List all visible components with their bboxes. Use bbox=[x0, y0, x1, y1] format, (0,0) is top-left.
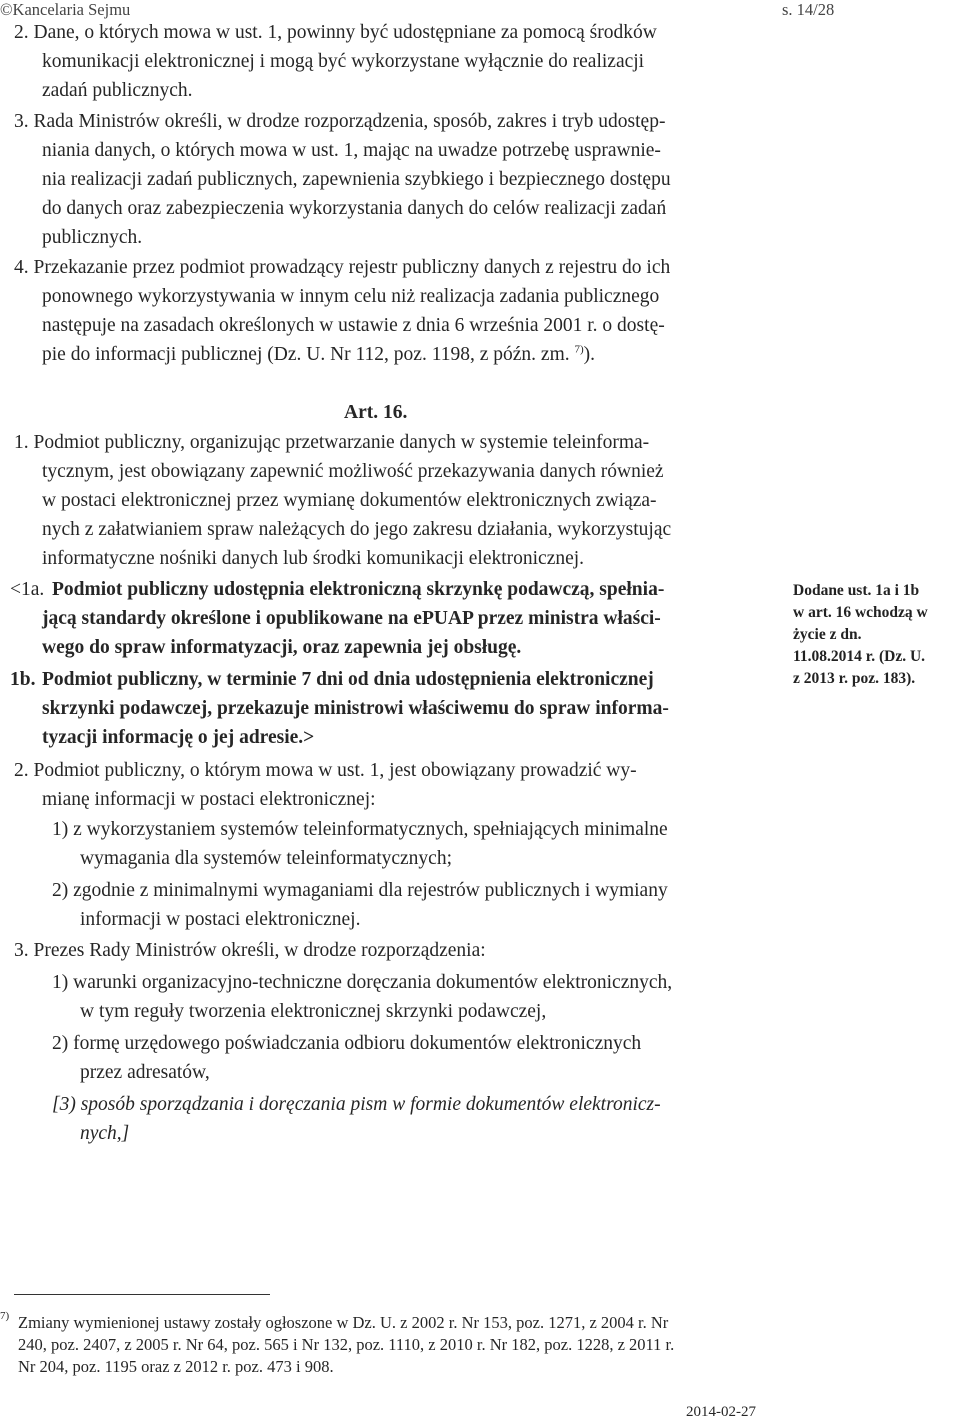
para-3-line-2: niania danych, o których mowa w ust. 1, mając na uwadze potrzebę usprawnie- bbox=[42, 140, 661, 161]
footnote-line-3: Nr 204, poz. 1195 oraz z 2012 r. poz. 473 i 908. bbox=[18, 1357, 334, 1376]
header-source: ©Kancelaria Sejmu bbox=[0, 0, 131, 19]
art16-para-1b-line-1: Podmiot publiczny, w terminie 7 dni od dnia udostępnienia elektronicznej bbox=[42, 669, 654, 690]
art16-para-3-item-2-line-1: 2) formę urzędowego poświadczania odbioru dokumentów elektronicznych bbox=[52, 1033, 642, 1054]
para-4-line-2: ponownego wykorzystywania w innym celu niż realizacja zadania publicznego bbox=[42, 286, 660, 307]
art16-para-1b-line-2: skrzynki podawczej, przekazuje ministrowi właściwemu do spraw informa- bbox=[42, 698, 669, 719]
art16-para-1a-line-3: wego do spraw informatyzacji, oraz zapewnia jej obsługę. bbox=[42, 637, 522, 658]
art16-para-3-item-1-line-2: w tym reguły tworzenia elektronicznej skrzynki podawczej, bbox=[80, 1001, 547, 1022]
para-4-line-4-text: pie do informacji publicznej (Dz. U. Nr 112, poz. 1198, z późn. zm. bbox=[42, 344, 570, 365]
art16-para-1a-line-1: Podmiot publiczny udostępnia elektroniczną skrzynkę podawczą, spełnia- bbox=[52, 579, 665, 600]
art16-para-3-item-2-line-2: przez adresatów, bbox=[80, 1062, 210, 1083]
page-number: s. 14/28 bbox=[782, 0, 835, 19]
art16-para-3-item-1-line-1: 1) warunki organizacyjno-techniczne doręczania dokumentów elektronicznych, bbox=[52, 972, 673, 993]
footnote-ref-close: ). bbox=[583, 344, 596, 365]
art16-para-2-item-1-line-1: 1) z wykorzystaniem systemów teleinformatycznych, spełniających minimalne bbox=[52, 819, 668, 840]
art16-para-3-item-3-line-2: nych,] bbox=[80, 1123, 130, 1144]
para-4-line-1: 4. Przekazanie przez podmiot prowadzący rejestr publiczny danych z rejestru do ich bbox=[14, 257, 671, 278]
para-3-line-3: nia realizacji zadań publicznych, zapewnienia szybkiego i bezpiecznego dostępu bbox=[42, 169, 671, 190]
footnote-separator bbox=[14, 1294, 270, 1295]
footnote-ref: 7) bbox=[574, 343, 584, 356]
art16-para-1-line-3: w postaci elektronicznej przez wymianę dokumentów elektronicznych związa- bbox=[42, 490, 657, 511]
art16-para-1b-number: 1b. bbox=[10, 669, 36, 690]
art16-para-1b-line-3: tyzacji informację o jej adresie.> bbox=[42, 727, 315, 748]
side-note-line-2: w art. 16 wchodzą w bbox=[793, 604, 928, 621]
footnote-mark: 7) bbox=[0, 1310, 10, 1322]
art16-para-2-line-1: 2. Podmiot publiczny, o którym mowa w ust. 1, jest obowiązany prowadzić wy- bbox=[14, 760, 637, 781]
side-note-line-3: życie z dn. bbox=[793, 626, 862, 643]
para-3-line-4: do danych oraz zabezpieczenia wykorzystania danych do celów realizacji zadań bbox=[42, 198, 667, 219]
art16-para-2-line-2: mianę informacji w postaci elektronicznej: bbox=[42, 789, 376, 810]
para-2-line-2: komunikacji elektronicznej i mogą być wykorzystane wyłącznie do realizacji bbox=[42, 51, 645, 72]
art16-para-2-item-2-line-2: informacji w postaci elektronicznej. bbox=[80, 909, 361, 930]
art16-para-1-line-1: 1. Podmiot publiczny, organizując przetwarzanie danych w systemie teleinforma- bbox=[14, 432, 650, 453]
art16-para-3-line-1: 3. Prezes Rady Ministrów określi, w drodze rozporządzenia: bbox=[14, 940, 486, 961]
para-3-line-5: publicznych. bbox=[42, 227, 143, 248]
para-2-line-3: zadań publicznych. bbox=[42, 80, 193, 101]
side-note-line-1: Dodane ust. 1a i 1b bbox=[793, 582, 920, 599]
art16-para-1-line-5: informatyczne nośniki danych lub środki komunikacji elektronicznej. bbox=[42, 548, 585, 569]
para-2-line-1: 2. Dane, o których mowa w ust. 1, powinny być udostępniane za pomocą środków bbox=[14, 22, 657, 43]
art16-para-3-item-3-line-1: [3) sposób sporządzania i doręczania pism w formie dokumentów elektronicz- bbox=[52, 1094, 661, 1115]
footnote-line-1: Zmiany wymienionej ustawy zostały ogłoszone w Dz. U. z 2002 r. Nr 153, poz. 1271, z 2004 r. Nr bbox=[18, 1313, 669, 1332]
side-note-line-5: z 2013 r. poz. 183). bbox=[793, 670, 916, 687]
art16-para-1a-number: <1a. bbox=[10, 579, 45, 600]
art16-para-1a-line-2: jącą standardy określone i opublikowane na ePUAP przez ministra właści- bbox=[42, 608, 661, 629]
article-heading: Art. 16. bbox=[344, 402, 408, 423]
para-3-line-1: 3. Rada Ministrów określi, w drodze rozporządzenia, sposób, zakres i tryb udostęp- bbox=[14, 111, 666, 132]
art16-para-1-line-2: tycznym, jest obowiązany zapewnić możliwość przekazywania danych również bbox=[42, 461, 664, 482]
para-4-line-4 bbox=[42, 340, 595, 369]
art16-para-2-item-2-line-1: 2) zgodnie z minimalnymi wymaganiami dla rejestrów publicznych i wymiany bbox=[52, 880, 668, 901]
side-note-line-4: 11.08.2014 r. (Dz. U. bbox=[793, 648, 926, 665]
document-date: 2014-02-27 bbox=[686, 1404, 756, 1420]
art16-para-2-item-1-line-2: wymagania dla systemów teleinformatycznych; bbox=[80, 848, 453, 869]
art16-para-1-line-4: nych z załatwianiem spraw należących do jego zakresu działania, wykorzystując bbox=[42, 519, 672, 540]
para-4-line-3: następuje na zasadach określonych w ustawie z dnia 6 września 2001 r. o dostę- bbox=[42, 315, 665, 336]
footnote-line-2: 240, poz. 2407, z 2005 r. Nr 64, poz. 565 i Nr 132, poz. 1110, z 2010 r. Nr 182, poz. 1228, z 2011 r. bbox=[18, 1335, 675, 1354]
